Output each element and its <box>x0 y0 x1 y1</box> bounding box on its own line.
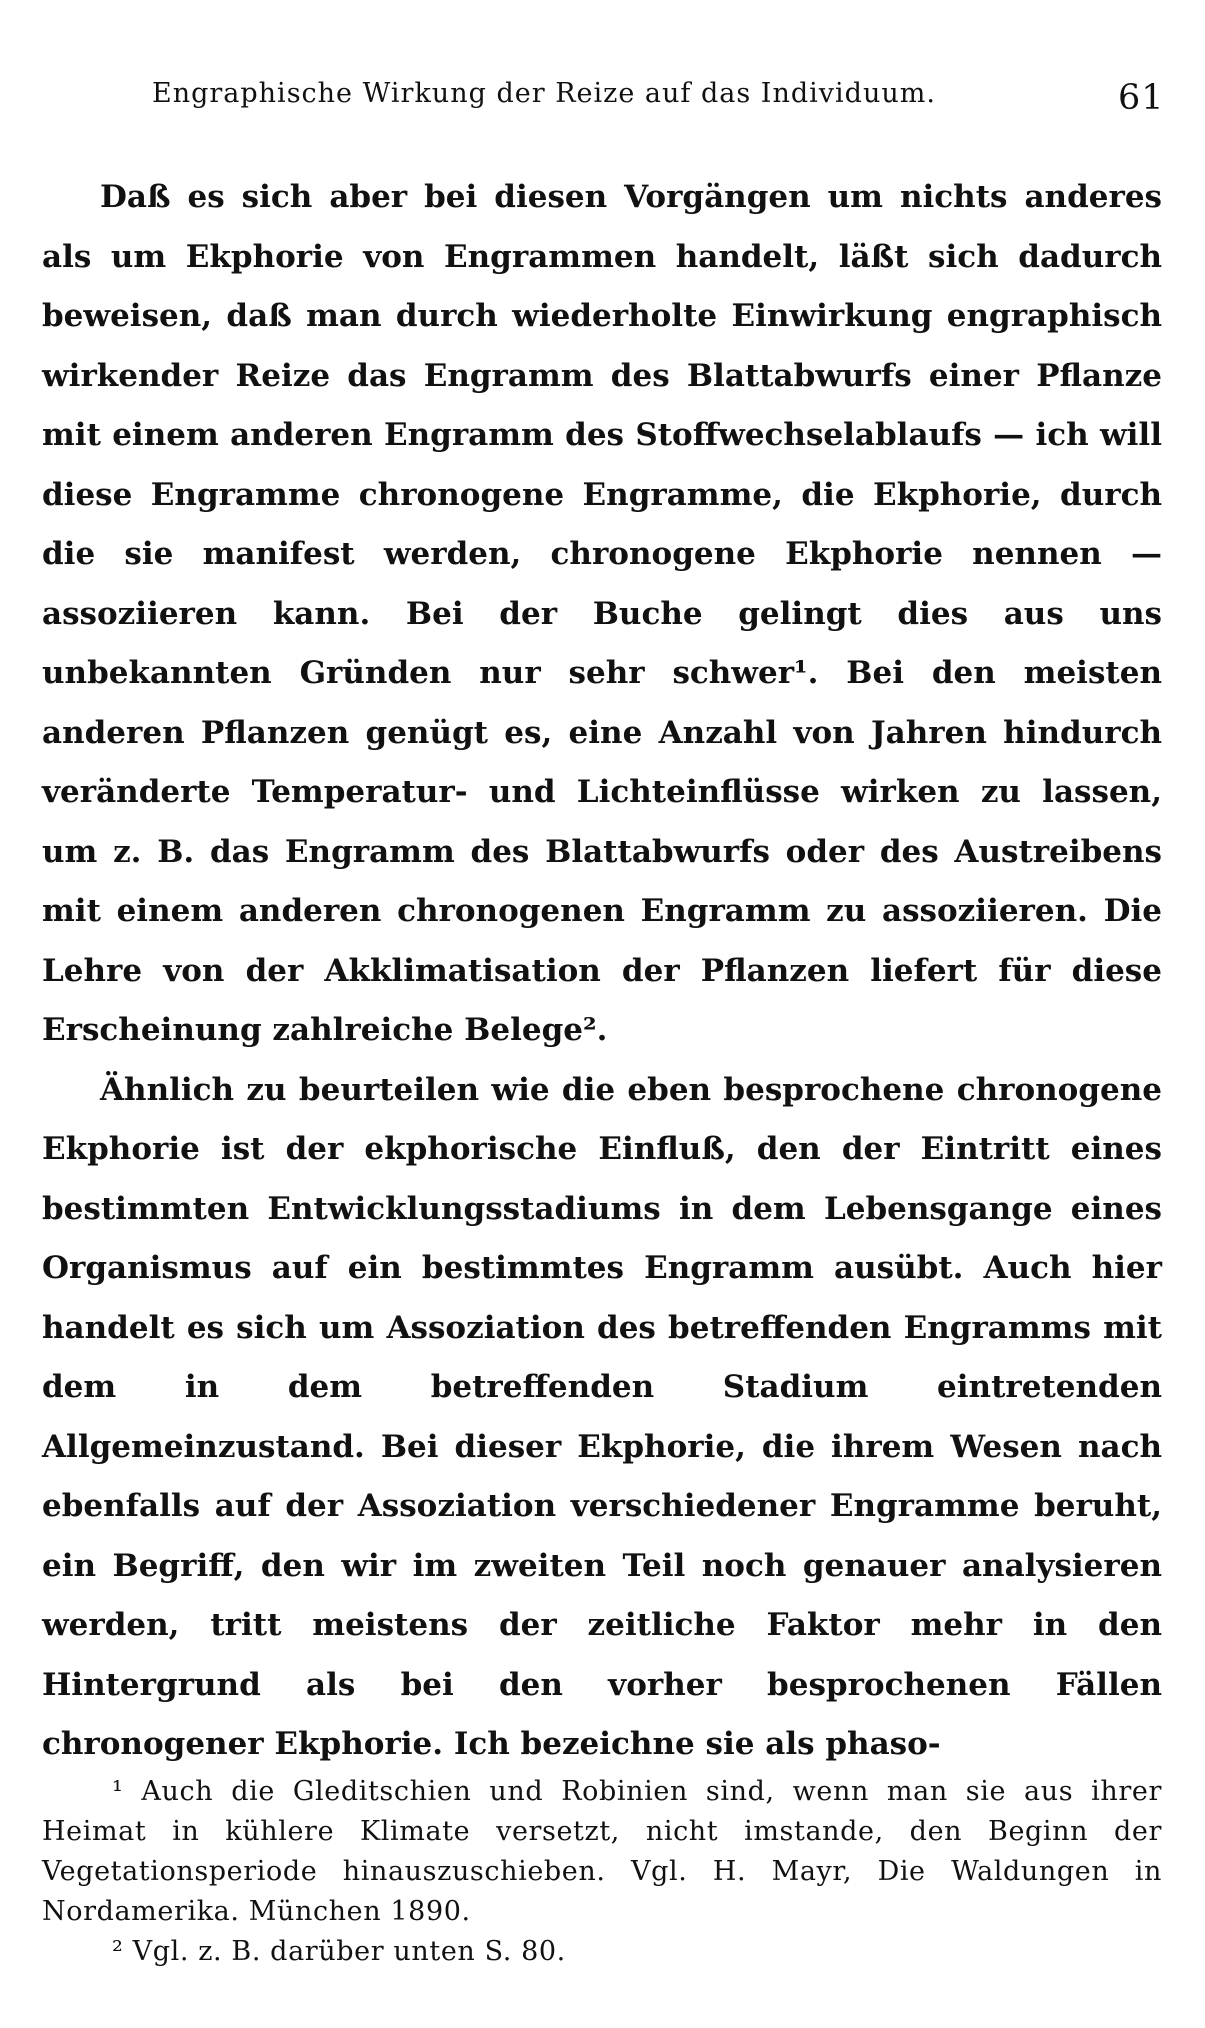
paragraph: Ähnlich zu beurteilen wie die eben besprochene chronogene Ekphorie ist der ekphorische Einfluß, den der Eintritt eines bestimmten Entwicklungsstadiums in dem Lebensgange eines Organismus auf ein bestimmtes Engramm ausübt. Auch hier handelt es sich um Assoziation des betreffenden Engramms mit dem in dem betreffenden Stadium eintretenden Allgemeinzustand. Bei dieser Ekphorie, die ihrem Wesen nach ebenfalls auf der Assoziation verschiedener Engramme beruht, ein Begriff, den wir im zweiten Teil noch genauer analysieren werden, tritt meistens der zeitliche Faktor mehr in den Hintergrund als bei den vorher besprochenen Fällen chronogener Ekphorie. Ich bezeichne sie als phaso- <box>42 1071 1162 1762</box>
page-number: 61 <box>1118 78 1165 118</box>
footnote: ¹ Auch die Gleditschien und Robinien sind, wenn man sie aus ihrer Heimat in kühlere Klimate versetzt, nicht imstande, den Beginn der Vegetationsperiode hinauszuschieben. Vgl. H. Mayr, Die Waldungen in Nordamerika. München 1890. <box>42 1776 1162 1927</box>
paragraph: Daß es sich aber bei diesen Vorgängen um nichts anderes als um Ekphorie von Engrammen handelt, läßt sich dadurch beweisen, daß man durch wiederholte Einwirkung engraphisch wirkender Reize das Engramm des Blattabwurfs einer Pflanze mit einem anderen Engramm des Stoffwechselablaufs — ich will diese Engramme chronogene Engramme, die Ekphorie, durch die sie manifest werden, chronogene Ekphorie nennen — assoziieren kann. Bei der Buche gelingt dies aus uns unbekannten Gründen nur sehr schwer¹. Bei den meisten anderen Pflanzen genügt es, eine Anzahl von Jahren hindurch veränderte Temperatur- und Lichteinflüsse wirken zu lassen, um z. B. das Engramm des Blattabwurfs oder des Austreibens mit einem anderen chronogenen Engramm zu assoziieren. Die Lehre von der Akklimatisation der Pflanzen liefert für diese Erscheinung zahlreiche Belege². <box>42 179 1162 1048</box>
footnotes <box>42 1772 1162 1972</box>
running-title: Engraphische Wirkung der Reize auf das Individuum. <box>152 78 936 109</box>
main-text <box>42 168 1162 1775</box>
footnote: ² Vgl. z. B. darüber unten S. 80. <box>112 1936 566 1967</box>
